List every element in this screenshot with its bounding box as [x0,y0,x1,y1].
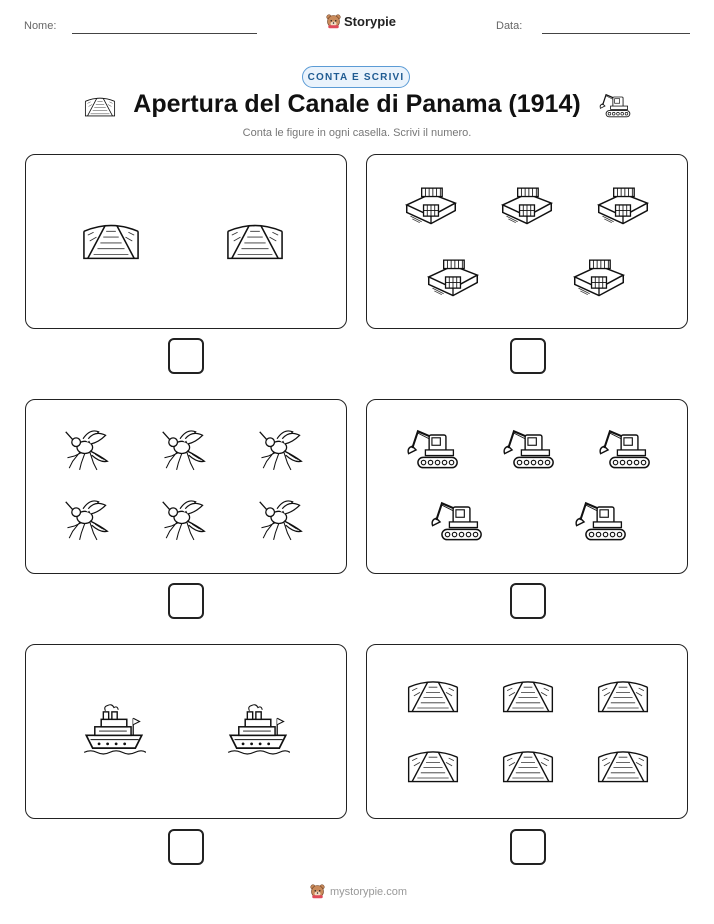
footer [310,884,407,899]
mosquito-icon [260,431,302,470]
instructions: Conta le figure in ogni casella. Scrivi il numero. [242,127,472,139]
date-label: Data: [496,20,523,32]
answer-box-1[interactable] [168,338,204,374]
name-label: Nome: [24,20,57,32]
excavator-icon [432,503,481,539]
count-panel-2 [366,154,688,329]
answer-box-6[interactable] [510,829,546,865]
count-panel-1 [25,154,347,329]
count-panel-4 [366,399,688,574]
canal-icon [84,94,116,118]
mosquito-icon [260,501,302,540]
canal-icon [228,226,282,259]
canal-icon [599,682,648,712]
canal-icon [599,752,648,782]
excavator-icon [504,431,553,467]
count-panel-5 [25,644,347,819]
brand-name: Storypie [344,14,397,29]
canal-icon [409,682,458,712]
excavator-icon [597,92,631,119]
mosquito-icon [66,501,108,540]
answer-box-2[interactable] [510,338,546,374]
bear-icon [310,884,325,899]
canal-lock-icon [599,188,648,223]
excavator-icon [408,431,457,467]
page-title: Apertura del Canale di Panama (1914) [133,90,581,118]
bear-icon [326,14,341,29]
excavator-icon [576,503,625,539]
canal-icon [84,226,138,259]
count-panel-3 [25,399,347,574]
footer-link[interactable]: mystorypie.com [330,885,408,898]
name-line[interactable] [72,33,257,34]
answer-box-4[interactable] [510,583,546,619]
canal-icon [504,682,553,712]
answer-box-3[interactable] [168,583,204,619]
brand-logo [326,14,396,29]
count-panel-6 [366,644,688,819]
answer-box-5[interactable] [168,829,204,865]
canal-lock-icon [575,260,624,295]
steamship-icon [228,705,290,754]
canal-icon [504,752,553,782]
activity-badge: CONTA E SCRIVI [302,66,410,88]
date-line[interactable] [542,33,690,34]
mosquito-icon [163,431,205,470]
canal-lock-icon [429,260,478,295]
mosquito-icon [66,431,108,470]
canal-lock-icon [407,188,456,223]
steamship-icon [84,705,146,754]
excavator-icon [600,431,649,467]
mosquito-icon [163,501,205,540]
canal-lock-icon [503,188,552,223]
canal-icon [409,752,458,782]
